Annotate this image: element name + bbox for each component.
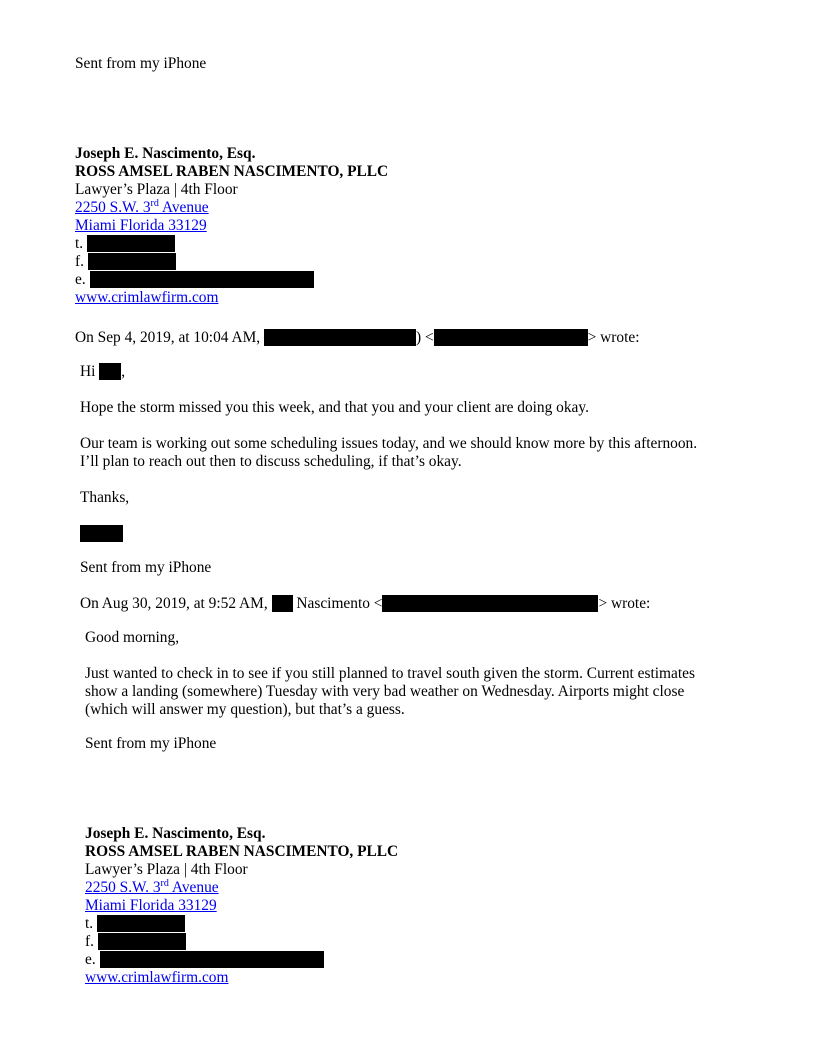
email-label: e. (85, 951, 96, 968)
signature-block (75, 145, 388, 307)
redaction-phone (97, 915, 185, 932)
redaction-phone (87, 235, 175, 252)
reply-header: On Sep 4, 2019, at 10:04 AM, ) < > wrote: (75, 329, 640, 346)
signature-office: Lawyer’s Plaza | 4th Floor (75, 181, 238, 198)
redaction-fax (98, 933, 186, 950)
fax-label: f. (85, 933, 94, 950)
city-link[interactable]: Miami Florida 33129 (75, 217, 207, 234)
reply-line-2b: I’ll plan to reach out then to discuss scheduling, if that’s okay. (80, 453, 462, 470)
signature-name: Joseph E. Nascimento, Esq. (75, 145, 256, 162)
reply-signoff (80, 525, 123, 543)
address-link[interactable]: 2250 S.W. 3rd Avenue (75, 198, 209, 216)
redaction-first-name (272, 595, 293, 612)
city-link[interactable]: Miami Florida 33129 (85, 897, 217, 914)
quoted-para-line-1: Just wanted to check in to see if you still planned to travel south given the storm. Current estimates (85, 665, 695, 682)
quoted-para-line-3: (which will answer my question), but that’s a guess. (85, 701, 405, 718)
reply-sent-from: Sent from my iPhone (80, 559, 212, 576)
email-label: e. (75, 271, 86, 288)
reply-greeting: Hi , (80, 363, 126, 380)
redaction-quoted-email (382, 595, 598, 612)
phone-label: t. (75, 235, 84, 252)
redaction-email (100, 951, 324, 968)
signature-office: Lawyer’s Plaza | 4th Floor (85, 861, 248, 878)
redaction-email (90, 271, 314, 288)
redaction-recipient-name (99, 363, 121, 380)
redaction-sender-name (264, 329, 416, 346)
address-link[interactable]: 2250 S.W. 3rd Avenue (85, 878, 219, 896)
fax-label: f. (75, 253, 84, 270)
quoted-greeting: Good morning, (85, 629, 180, 646)
phone-label: t. (85, 915, 94, 932)
quoted-sent-from: Sent from my iPhone (85, 735, 217, 752)
quoted-header: On Aug 30, 2019, at 9:52 AM, Nascimento < > wrote: (80, 595, 651, 612)
reply-line-1: Hope the storm missed you this week, and that you and your client are doing okay. (80, 399, 589, 416)
top-sent-from: Sent from my iPhone (75, 55, 207, 72)
website-link[interactable]: www.crimlawfirm.com (75, 289, 219, 306)
website-link[interactable]: www.crimlawfirm.com (85, 969, 229, 986)
signature-firm: ROSS AMSEL RABEN NASCIMENTO, PLLC (85, 843, 399, 860)
quoted-para-line-2: show a landing (somewhere) Tuesday with very bad weather on Wednesday. Airports might close (85, 683, 685, 700)
signature-block-quoted (85, 825, 398, 987)
signature-firm: ROSS AMSEL RABEN NASCIMENTO, PLLC (75, 163, 389, 180)
reply-thanks: Thanks, (80, 489, 130, 506)
redaction-fax (88, 253, 176, 270)
redaction-sender-email (434, 329, 588, 346)
redaction-signoff-name (80, 525, 123, 542)
reply-line-2a: Our team is working out some scheduling issues today, and we should know more by this afternoon. (80, 435, 698, 452)
signature-name: Joseph E. Nascimento, Esq. (85, 825, 266, 842)
